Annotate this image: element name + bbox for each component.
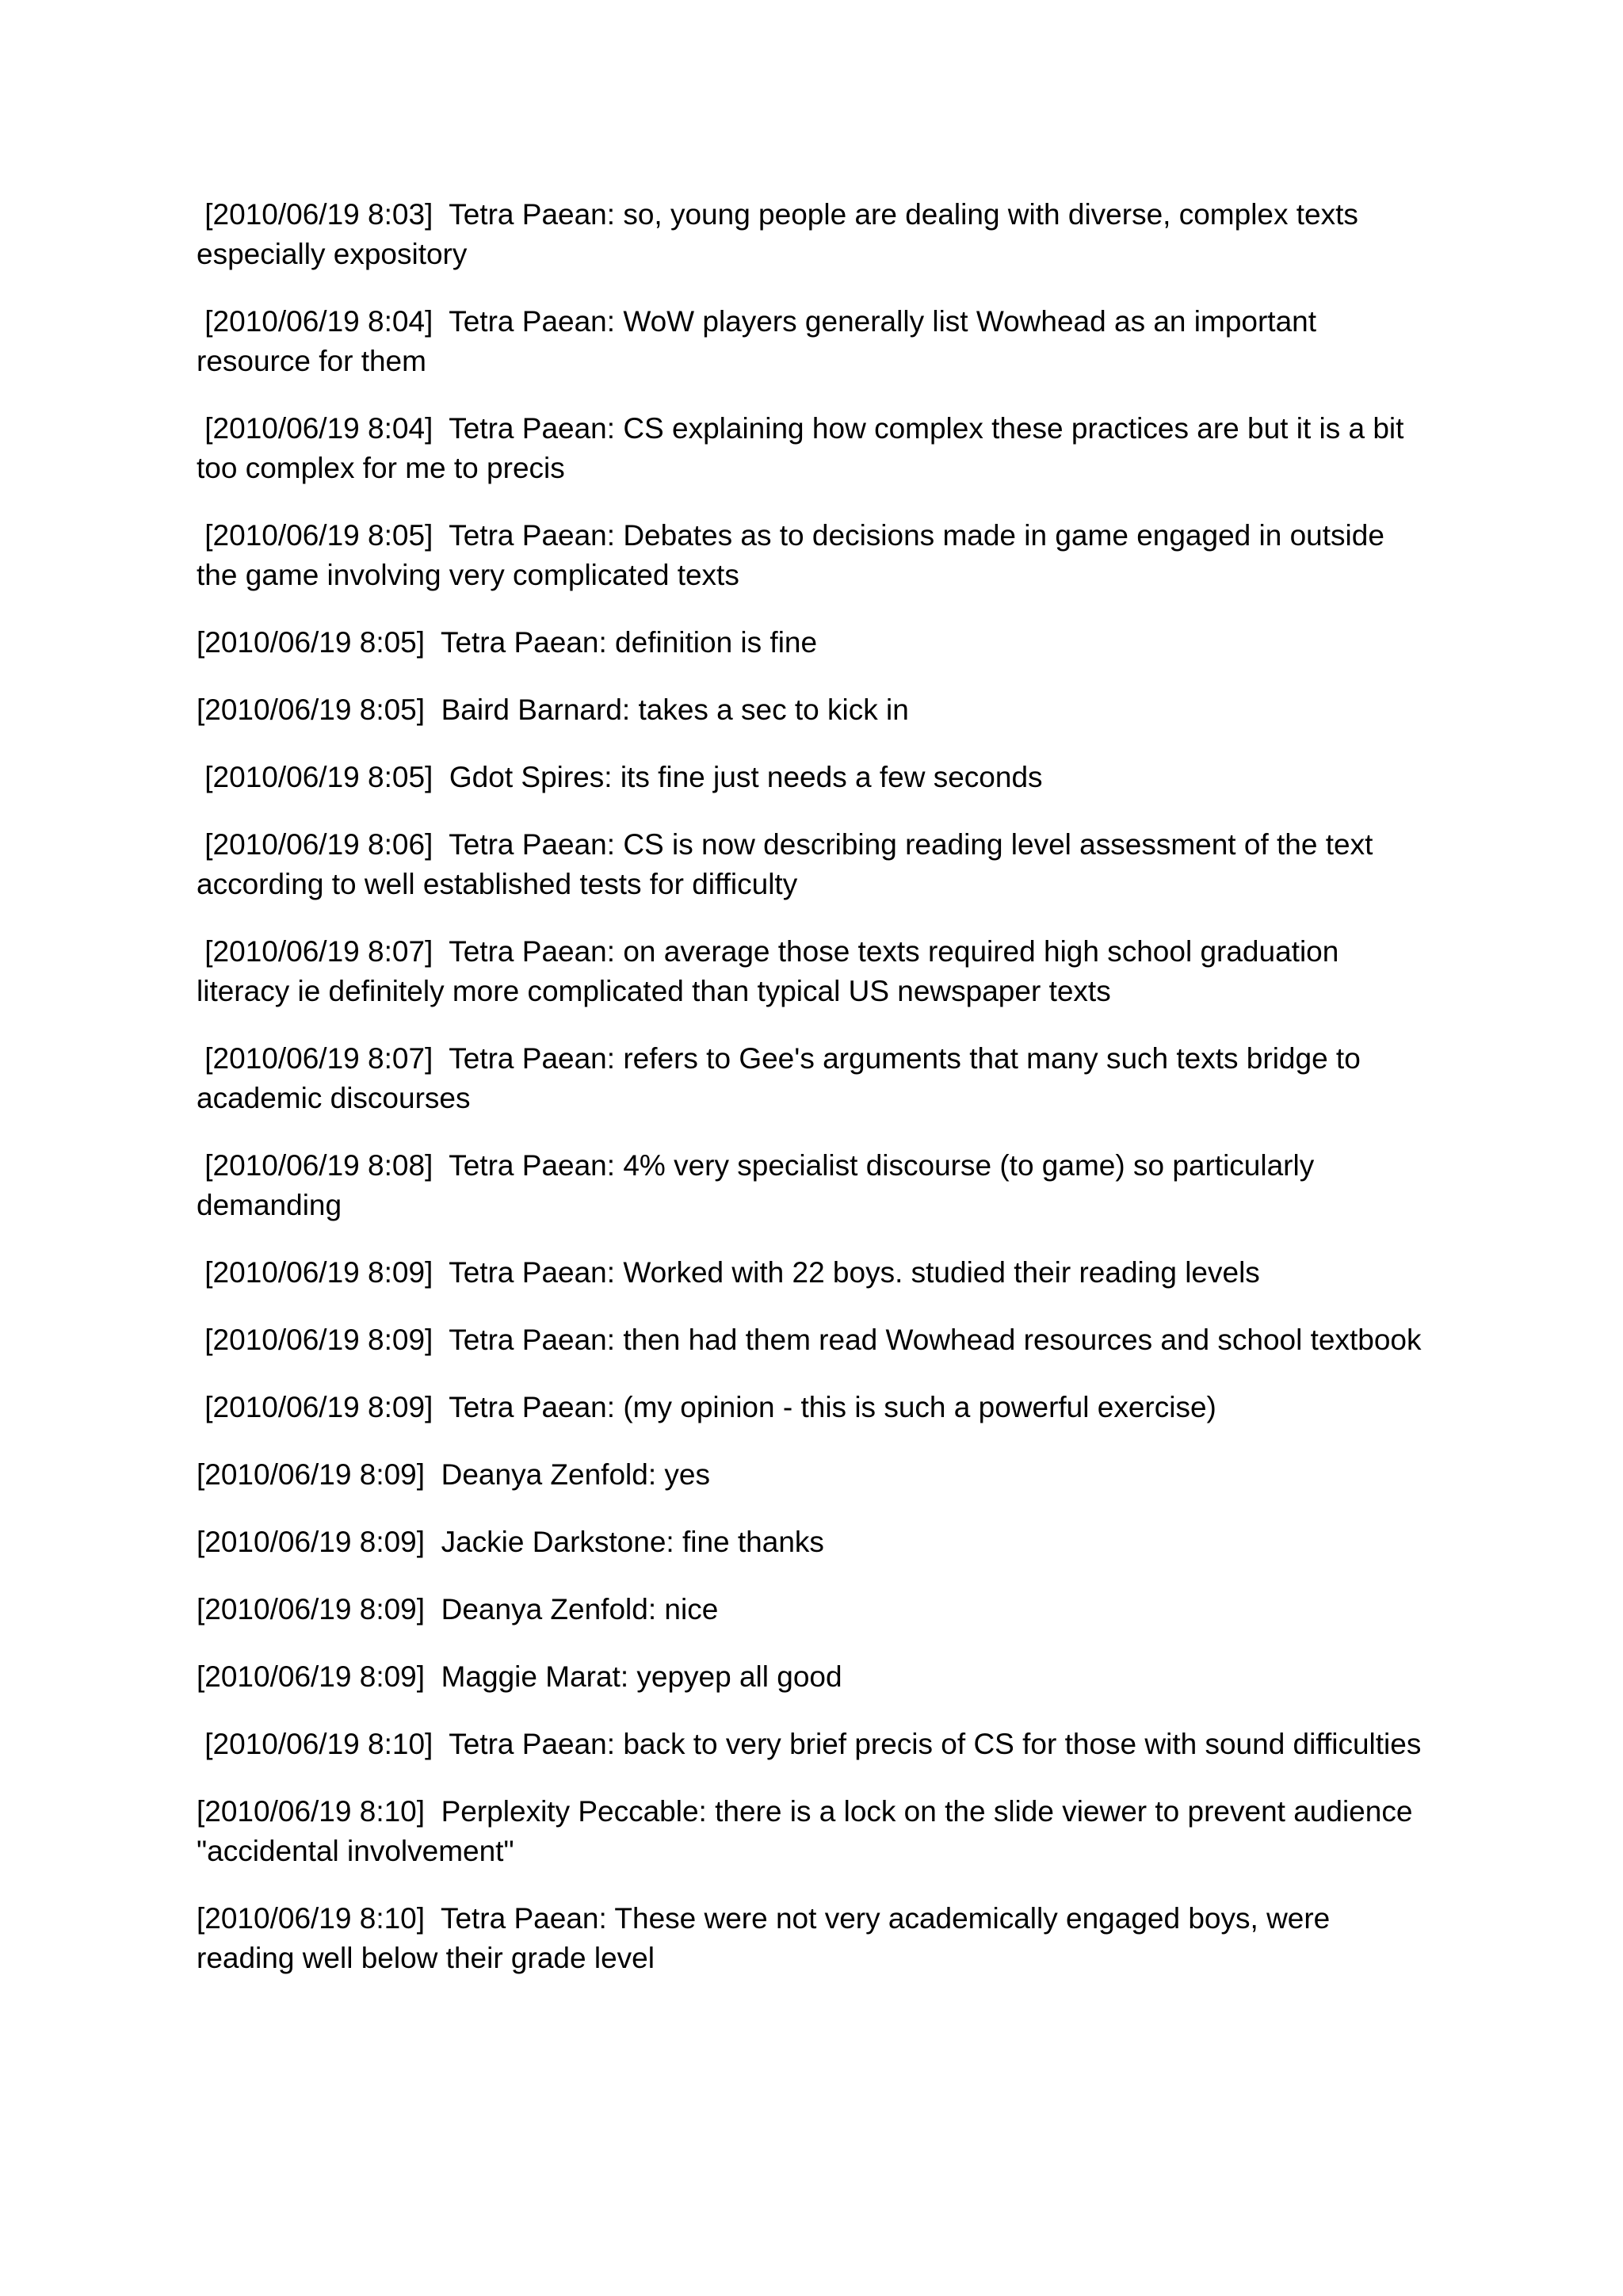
chat-entry	[197, 1253, 1433, 1293]
chat-timestamp: [2010/06/19 8:04]	[197, 412, 433, 445]
chat-speaker: Tetra Paean:	[449, 412, 616, 445]
chat-timestamp: [2010/06/19 8:09]	[197, 1256, 433, 1289]
chat-entry	[197, 1388, 1433, 1427]
chat-entry	[197, 1146, 1433, 1225]
chat-speaker: Tetra Paean:	[440, 1902, 607, 1935]
chat-speaker: Tetra Paean:	[449, 305, 616, 338]
chat-timestamp: [2010/06/19 8:09]	[197, 1324, 433, 1356]
chat-entry	[197, 1657, 1433, 1697]
chat-message: on average those texts required high school graduation literacy ie definitely more complicated than typical US newspaper texts	[197, 935, 1347, 1007]
chat-timestamp: [2010/06/19 8:05]	[197, 519, 433, 552]
chat-message: then had them read Wowhead resources and school textbook	[623, 1324, 1422, 1356]
chat-message: nice	[664, 1593, 719, 1626]
chat-timestamp: [2010/06/19 8:09]	[197, 1660, 426, 1693]
chat-speaker: Tetra Paean:	[449, 1391, 616, 1423]
chat-speaker: Deanya Zenfold:	[441, 1458, 657, 1491]
chat-speaker: Tetra Paean:	[449, 198, 616, 231]
chat-speaker: Gdot Spires:	[449, 761, 613, 793]
chat-timestamp: [2010/06/19 8:08]	[197, 1149, 433, 1182]
chat-timestamp: [2010/06/19 8:07]	[197, 935, 433, 968]
chat-timestamp: [2010/06/19 8:09]	[197, 1458, 426, 1491]
chat-speaker: Tetra Paean:	[449, 935, 616, 968]
chat-message: refers to Gee's arguments that many such texts bridge to academic discourses	[197, 1042, 1369, 1114]
chat-timestamp: [2010/06/19 8:05]	[197, 761, 433, 793]
chat-timestamp: [2010/06/19 8:10]	[197, 1795, 426, 1828]
chat-message: yes	[664, 1458, 710, 1491]
chat-timestamp: [2010/06/19 8:09]	[197, 1526, 426, 1558]
chat-timestamp: [2010/06/19 8:04]	[197, 305, 433, 338]
chat-entry	[197, 825, 1433, 904]
chat-entry	[197, 195, 1433, 274]
chat-entry	[197, 1792, 1433, 1871]
chat-speaker: Perplexity Peccable:	[441, 1795, 707, 1828]
chat-entry	[197, 1455, 1433, 1495]
chat-entry	[197, 302, 1433, 381]
chat-transcript	[197, 195, 1433, 2006]
chat-message: CS is now describing reading level assessment of the text according to well established tests for difficulty	[197, 828, 1381, 900]
chat-entry	[197, 1039, 1433, 1118]
chat-entry	[197, 623, 1433, 663]
chat-message: takes a sec to kick in	[638, 693, 909, 726]
chat-message: CS explaining how complex these practices are but it is a bit too complex for me to precis	[197, 412, 1412, 484]
chat-message: WoW players generally list Wowhead as an important resource for them	[197, 305, 1325, 377]
chat-entry	[197, 409, 1433, 488]
chat-message: its fine just needs a few seconds	[620, 761, 1043, 793]
chat-speaker: Tetra Paean:	[449, 828, 616, 861]
chat-entry	[197, 932, 1433, 1011]
chat-message: Debates as to decisions made in game engaged in outside the game involving very complicated texts	[197, 519, 1393, 591]
chat-timestamp: [2010/06/19 8:07]	[197, 1042, 433, 1075]
chat-timestamp: [2010/06/19 8:09]	[197, 1391, 433, 1423]
chat-speaker: Tetra Paean:	[449, 1728, 616, 1760]
chat-message: 4% very specialist discourse (to game) so particularly demanding	[197, 1149, 1323, 1221]
chat-message: there is a lock on the slide viewer to prevent audience "accidental involvement"	[197, 1795, 1421, 1867]
chat-timestamp: [2010/06/19 8:05]	[197, 693, 426, 726]
chat-speaker: Tetra Paean:	[449, 1149, 616, 1182]
chat-speaker: Tetra Paean:	[449, 1324, 616, 1356]
chat-entry	[197, 516, 1433, 595]
chat-message: yepyep all good	[636, 1660, 842, 1693]
chat-timestamp: [2010/06/19 8:10]	[197, 1902, 426, 1935]
chat-timestamp: [2010/06/19 8:10]	[197, 1728, 433, 1760]
chat-speaker: Jackie Darkstone:	[441, 1526, 674, 1558]
chat-entry	[197, 1899, 1433, 1978]
chat-speaker: Maggie Marat:	[441, 1660, 629, 1693]
chat-message: (my opinion - this is such a powerful exercise)	[623, 1391, 1216, 1423]
chat-message: These were not very academically engaged boys, were reading well below their grade level	[197, 1902, 1338, 1974]
chat-timestamp: [2010/06/19 8:03]	[197, 198, 433, 231]
chat-message: Worked with 22 boys. studied their reading levels	[623, 1256, 1260, 1289]
chat-message: fine thanks	[682, 1526, 824, 1558]
chat-entry	[197, 1320, 1433, 1360]
chat-timestamp: [2010/06/19 8:09]	[197, 1593, 426, 1626]
chat-speaker: Baird Barnard:	[441, 693, 631, 726]
chat-message: definition is fine	[615, 626, 818, 659]
chat-timestamp: [2010/06/19 8:05]	[197, 626, 426, 659]
chat-speaker: Tetra Paean:	[449, 1256, 616, 1289]
chat-speaker: Tetra Paean:	[449, 519, 616, 552]
chat-speaker: Tetra Paean:	[440, 626, 607, 659]
chat-entry	[197, 690, 1433, 730]
chat-message: back to very brief precis of CS for those with sound difficulties	[623, 1728, 1422, 1760]
chat-entry	[197, 1590, 1433, 1629]
chat-speaker: Tetra Paean:	[449, 1042, 616, 1075]
chat-message: so, young people are dealing with diverse, complex texts especially expository	[197, 198, 1367, 270]
chat-timestamp: [2010/06/19 8:06]	[197, 828, 433, 861]
chat-entry	[197, 1522, 1433, 1562]
chat-entry	[197, 758, 1433, 797]
chat-speaker: Deanya Zenfold:	[441, 1593, 657, 1626]
chat-entry	[197, 1725, 1433, 1764]
